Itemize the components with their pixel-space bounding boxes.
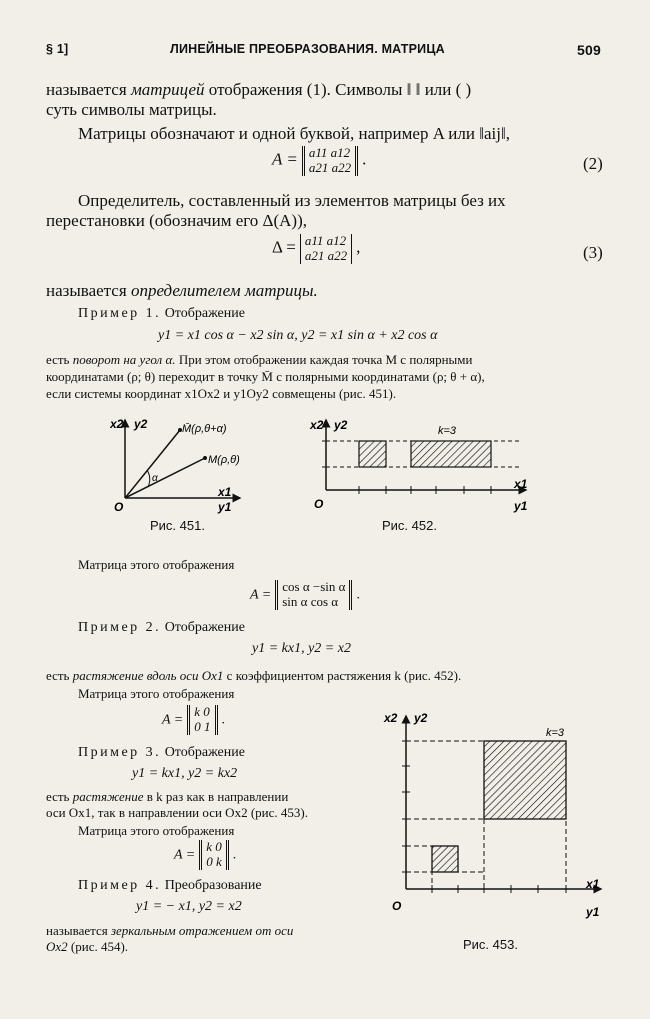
eq2-lhs: A = bbox=[272, 149, 298, 169]
matrix-2: A = k 0 0 1 . bbox=[162, 704, 225, 734]
mat2-matrix bbox=[187, 705, 217, 735]
fig451-caption: Рис. 451. bbox=[150, 518, 205, 533]
example-3-text: Отображение bbox=[164, 745, 245, 760]
fig452-stretched-rect bbox=[411, 441, 491, 467]
text: в k раз как в направлении bbox=[146, 789, 289, 804]
eq3-row2: a21 a22 bbox=[304, 247, 348, 263]
mat3-matrix bbox=[199, 840, 229, 870]
mat2-lhs: A = bbox=[162, 712, 184, 728]
eq3-determinant bbox=[300, 234, 352, 264]
fig453-label-y2: y2 bbox=[414, 711, 428, 725]
eq2-row1: a11 a12 bbox=[308, 145, 351, 160]
term-axis: Ox2 bbox=[46, 939, 68, 954]
equation-2-number: (2) bbox=[583, 154, 603, 173]
example-4-desc-line2 bbox=[46, 939, 128, 955]
mat1-row1: cos α −sin α bbox=[282, 579, 346, 594]
figure-452 bbox=[306, 410, 536, 515]
fig452-unit-square bbox=[359, 441, 386, 467]
eq2-matrix bbox=[302, 146, 358, 176]
paragraph-matrix-def-line2: суть символы матрицы. bbox=[46, 100, 217, 119]
example-2-text: Отображение bbox=[164, 620, 245, 635]
fig452-label-x1: x1 bbox=[514, 477, 528, 491]
paragraph-determinant: Определитель, составленный из элементов матрицы без их bbox=[78, 191, 506, 210]
mat3-lhs: A = bbox=[174, 847, 196, 863]
term-stretch: растяжение bbox=[72, 789, 144, 804]
text: (рис. 454). bbox=[70, 939, 129, 954]
fig452-label-y1: y1 bbox=[514, 499, 528, 513]
figure-453 bbox=[376, 706, 606, 932]
example-4-formula: y1 = − x1, y2 = x2 bbox=[136, 899, 242, 914]
fig451-point-m bbox=[203, 456, 207, 460]
term-matrix: матрицей bbox=[130, 80, 205, 99]
text: отображения (1). Символы ‖ ‖ или ( ) bbox=[208, 80, 472, 99]
mat1-row2: sin α cos α bbox=[282, 593, 339, 609]
eq3-lhs: Δ = bbox=[272, 237, 296, 257]
term-rotation: поворот на угол α. bbox=[72, 352, 176, 367]
text: есть bbox=[46, 668, 70, 683]
fig452-label-y2: y2 bbox=[334, 418, 348, 432]
fig451-label-y2: y2 bbox=[134, 417, 148, 431]
example-3-desc-line2: оси Ox1, так в направлении оси Ox2 (рис. 453). bbox=[46, 805, 308, 820]
fig451-label-mbar: M̄(ρ,θ+α) bbox=[182, 423, 227, 435]
equation-2: A = a11 a12 a21 a22 . bbox=[272, 145, 367, 175]
matrix-2-caption: Матрица этого отображения bbox=[78, 686, 235, 701]
equation-3: Δ = a11 a12 a21 a22 , bbox=[272, 233, 361, 263]
fig451-label-m: M(ρ,θ) bbox=[208, 454, 240, 466]
mat2-row2: 0 1 bbox=[194, 718, 211, 734]
fig451-label-origin: O bbox=[114, 500, 124, 514]
example-1-text: Отображение bbox=[164, 306, 245, 321]
example-1-desc-line1 bbox=[46, 352, 472, 368]
example-3-heading bbox=[78, 745, 245, 761]
text: называется bbox=[46, 80, 127, 99]
mat3-row1: k 0 bbox=[206, 839, 222, 854]
fig451-label-x2: x2 bbox=[110, 417, 124, 431]
fig451-ray-m bbox=[125, 458, 205, 498]
page-number: 509 bbox=[577, 42, 601, 58]
matrix-3: A = k 0 0 k . bbox=[174, 839, 237, 869]
fig451-ray-mbar bbox=[125, 430, 180, 498]
example-2-heading bbox=[78, 620, 245, 636]
fig453-label-x1: x1 bbox=[586, 877, 600, 891]
example-2-desc bbox=[46, 668, 461, 684]
matrix-3-caption: Матрица этого отображения bbox=[78, 823, 235, 838]
mat1-lhs: A = bbox=[250, 587, 272, 603]
paragraph-notation: Матрицы обозначают и одной буквой, например A или ‖aij‖, bbox=[78, 124, 510, 143]
fig452-k-label: k=3 bbox=[438, 425, 457, 437]
fig451-label-alpha: α bbox=[152, 473, 158, 484]
fig453-k-label: k=3 bbox=[546, 727, 565, 739]
example-1-label: Пример 1. bbox=[78, 306, 162, 321]
fig453-stretched-square bbox=[484, 741, 566, 819]
eq3-row1: a11 a12 bbox=[304, 233, 347, 248]
text: При этом отображении каждая точка M с полярными bbox=[178, 352, 473, 367]
running-title: ЛИНЕЙНЫЕ ПРЕОБРАЗОВАНИЯ. МАТРИЦА bbox=[170, 42, 445, 56]
fig453-unit-square bbox=[432, 846, 458, 872]
mat1-matrix bbox=[275, 580, 352, 610]
example-3-label: Пример 3. bbox=[78, 745, 162, 760]
text: есть bbox=[46, 352, 70, 367]
text: называется bbox=[46, 923, 108, 938]
equation-3-number: (3) bbox=[583, 243, 603, 262]
section-mark: § 1] bbox=[46, 42, 69, 56]
fig453-label-x2: x2 bbox=[384, 711, 398, 725]
example-1-desc-line3: если системы координат x1Ox2 и y1Oy2 совмещены (рис. 451). bbox=[46, 386, 397, 401]
example-3-formula: y1 = kx1, y2 = kx2 bbox=[132, 766, 238, 781]
term-stretch-x: растяжение вдоль оси Ox1 bbox=[72, 668, 224, 683]
fig453-caption: Рис. 453. bbox=[463, 937, 518, 952]
eq2-row2: a21 a22 bbox=[308, 159, 352, 175]
example-3-desc-line1 bbox=[46, 789, 288, 805]
fig453-label-y1: y1 bbox=[586, 905, 600, 919]
fig451-label-y1: y1 bbox=[218, 500, 232, 514]
matrix-1: A = cos α −sin α sin α cos α . bbox=[250, 579, 360, 609]
term-determinant: определителем матрицы. bbox=[130, 281, 318, 300]
example-4-desc-line1 bbox=[46, 923, 293, 939]
paragraph-det-term bbox=[46, 281, 318, 301]
term-reflection: зеркальным отражением от оси bbox=[110, 923, 294, 938]
example-2-label: Пример 2. bbox=[78, 620, 162, 635]
example-1-desc-line2: координатами (ρ; θ) переходит в точку M̄ с полярными координатами (ρ; θ + α), bbox=[46, 369, 485, 384]
fig452-label-x2: x2 bbox=[310, 418, 324, 432]
mat3-row2: 0 k bbox=[206, 853, 222, 869]
mat2-row1: k 0 bbox=[194, 704, 210, 719]
fig452-label-origin: O bbox=[314, 497, 324, 511]
example-4-label: Пример 4. bbox=[78, 878, 162, 893]
example-2-formula: y1 = kx1, y2 = x2 bbox=[252, 641, 351, 656]
example-4-heading bbox=[78, 878, 262, 894]
example-4-text: Преобразование bbox=[164, 878, 262, 893]
text: называется bbox=[46, 281, 127, 300]
paragraph-matrix-def bbox=[46, 80, 471, 100]
text: есть bbox=[46, 789, 70, 804]
figure-451 bbox=[110, 410, 270, 515]
fig452-caption: Рис. 452. bbox=[382, 518, 437, 533]
fig451-label-x1: x1 bbox=[218, 485, 232, 499]
text: с коэффициентом растяжения k (рис. 452). bbox=[226, 668, 462, 683]
fig451-angle-arc bbox=[147, 470, 150, 487]
example-1-formula: y1 = x1 cos α − x2 sin α, y2 = x1 sin α + x2 cos α bbox=[158, 328, 438, 343]
example-1-heading bbox=[78, 306, 245, 322]
matrix-1-caption: Матрица этого отображения bbox=[78, 557, 235, 572]
paragraph-determinant-line2: перестановки (обозначим его Δ(A)), bbox=[46, 211, 308, 230]
fig453-label-origin: O bbox=[392, 899, 402, 913]
